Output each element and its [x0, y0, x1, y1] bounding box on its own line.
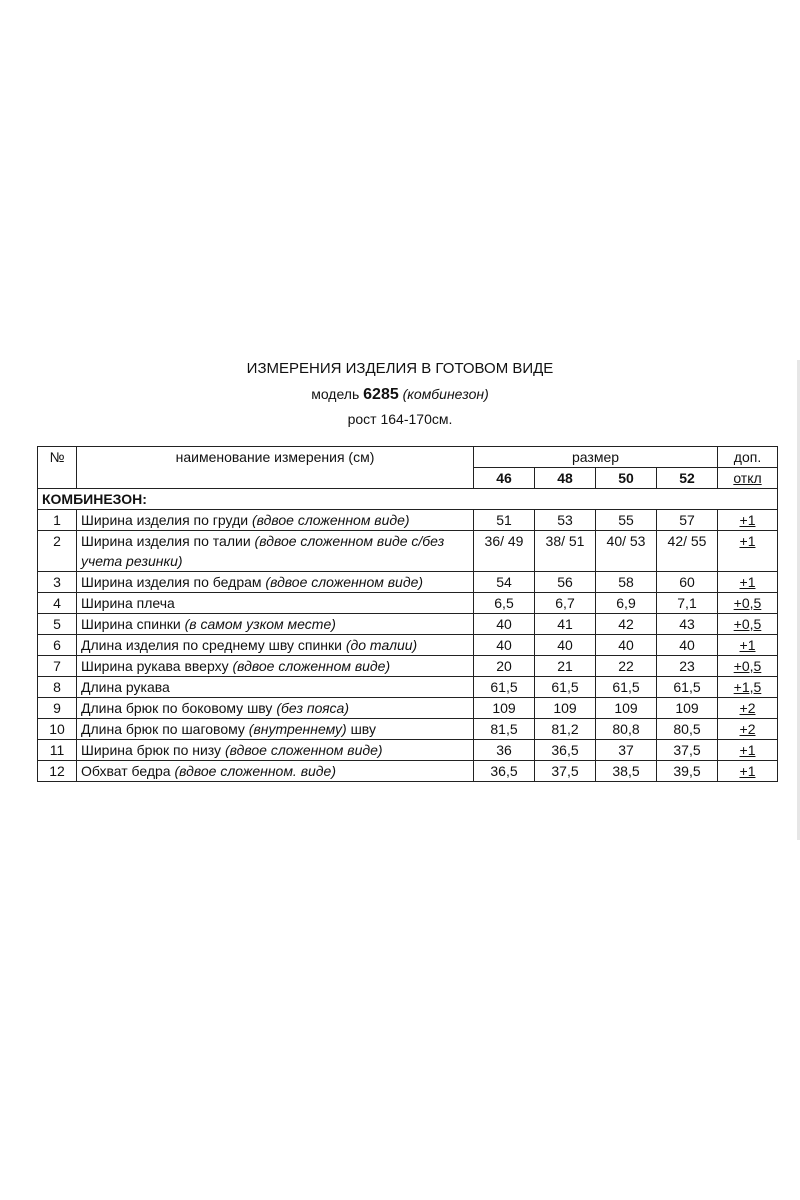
measurement-note: (вдвое сложенном виде) — [224, 742, 383, 758]
tolerance-cell — [718, 614, 778, 635]
tolerance-value: +2 — [739, 700, 756, 716]
size-52: 52 — [657, 468, 718, 489]
size-value: 37,5 — [535, 761, 596, 782]
size-value: 56 — [535, 572, 596, 593]
measurement-name — [77, 614, 474, 635]
size-value: 61,5 — [657, 677, 718, 698]
size-value: 81,2 — [535, 719, 596, 740]
size-value: 80,8 — [596, 719, 657, 740]
table-row — [38, 572, 778, 593]
size-value: 61,5 — [474, 677, 535, 698]
tolerance-value: +0,5 — [733, 595, 762, 611]
measurement-name — [77, 656, 474, 677]
size-value: 36/ 49 — [474, 531, 535, 572]
tolerance-value: +1 — [739, 574, 756, 590]
row-number: 9 — [38, 698, 77, 719]
row-number: 6 — [38, 635, 77, 656]
row-number: 1 — [38, 510, 77, 531]
size-value: 40 — [657, 635, 718, 656]
measurement-name — [77, 740, 474, 761]
size-value: 61,5 — [596, 677, 657, 698]
header-row — [38, 447, 778, 468]
measurement-label: Обхват бедра — [81, 763, 171, 779]
measurement-note: (вдвое сложенном. виде) — [174, 763, 336, 779]
model-prefix: модель — [311, 386, 360, 402]
size-value: 51 — [474, 510, 535, 531]
tolerance-cell — [718, 572, 778, 593]
measurement-label: Длина рукава — [81, 679, 170, 695]
tolerance-value: +1 — [739, 763, 756, 779]
tolerance-cell — [718, 761, 778, 782]
height-line: рост 164-170см. — [347, 411, 453, 427]
tolerance-cell — [718, 593, 778, 614]
size-value: 61,5 — [535, 677, 596, 698]
size-value: 6,9 — [596, 593, 657, 614]
header-tolerance-2-text: откл — [733, 470, 762, 486]
measurement-note: (без пояса) — [276, 700, 350, 716]
size-value: 40 — [474, 635, 535, 656]
row-number: 7 — [38, 656, 77, 677]
size-value: 7,1 — [657, 593, 718, 614]
table-row — [38, 698, 778, 719]
size-value: 21 — [535, 656, 596, 677]
measurement-label: Ширина спинки — [81, 616, 181, 632]
size-value: 54 — [474, 572, 535, 593]
size-value: 40/ 53 — [596, 531, 657, 572]
measurement-note: (в самом узком месте) — [184, 616, 336, 632]
measurement-label: Ширина изделия по бедрам — [81, 574, 262, 590]
size-value: 20 — [474, 656, 535, 677]
table-row — [38, 656, 778, 677]
tolerance-cell — [718, 510, 778, 531]
row-number: 12 — [38, 761, 77, 782]
size-value: 53 — [535, 510, 596, 531]
measurement-note: (внутреннему) — [248, 721, 347, 737]
size-value: 109 — [474, 698, 535, 719]
size-value: 42/ 55 — [657, 531, 718, 572]
table-row — [38, 531, 778, 572]
size-value: 57 — [657, 510, 718, 531]
size-value: 37 — [596, 740, 657, 761]
tolerance-value: +1 — [739, 512, 756, 528]
measurement-name — [77, 635, 474, 656]
model-kind: (комбинезон) — [402, 386, 489, 402]
measurement-name — [77, 698, 474, 719]
measurement-label: Длина брюк по боковому шву — [81, 700, 273, 716]
measurement-label: Длина изделия по среднему шву спинки — [81, 637, 342, 653]
measurement-label: Ширина рукава вверху — [81, 658, 229, 674]
tolerance-value: +2 — [739, 721, 756, 737]
size-value: 41 — [535, 614, 596, 635]
size-value: 80,5 — [657, 719, 718, 740]
size-48: 48 — [535, 468, 596, 489]
size-value: 109 — [535, 698, 596, 719]
size-value: 38,5 — [596, 761, 657, 782]
size-value: 109 — [657, 698, 718, 719]
table-row — [38, 510, 778, 531]
size-value: 37,5 — [657, 740, 718, 761]
measurement-label: Ширина брюк по низу — [81, 742, 222, 758]
row-number: 11 — [38, 740, 77, 761]
section-row — [38, 489, 778, 510]
header-tolerance-1: доп. — [718, 447, 778, 468]
measurement-note: (вдвое сложенном виде) — [251, 512, 410, 528]
size-value: 60 — [657, 572, 718, 593]
measurements-table — [37, 446, 778, 782]
row-number: 3 — [38, 572, 77, 593]
table-row — [38, 761, 778, 782]
tolerance-cell — [718, 740, 778, 761]
size-value: 43 — [657, 614, 718, 635]
measurement-name — [77, 761, 474, 782]
measurement-name — [77, 593, 474, 614]
measurement-name — [77, 719, 474, 740]
table-row — [38, 740, 778, 761]
size-value: 42 — [596, 614, 657, 635]
model-line — [0, 386, 800, 404]
row-number: 4 — [38, 593, 77, 614]
size-value: 6,7 — [535, 593, 596, 614]
size-value: 36,5 — [535, 740, 596, 761]
measurement-name — [77, 510, 474, 531]
measurement-label: Ширина плеча — [81, 595, 175, 611]
header-no: № — [38, 447, 77, 489]
header-size: размер — [474, 447, 718, 468]
row-number: 8 — [38, 677, 77, 698]
row-number: 2 — [38, 531, 77, 572]
tolerance-cell — [718, 635, 778, 656]
size-value: 81,5 — [474, 719, 535, 740]
measurement-label: Ширина изделия по талии — [81, 533, 251, 549]
tolerance-value: +1 — [739, 637, 756, 653]
measurement-name — [77, 531, 474, 572]
measurement-note: (до талии) — [345, 637, 418, 653]
tolerance-cell — [718, 698, 778, 719]
measurement-label: Ширина изделия по груди — [81, 512, 249, 528]
tolerance-value: +1,5 — [733, 679, 762, 695]
size-value: 6,5 — [474, 593, 535, 614]
table-row — [38, 614, 778, 635]
table-row — [38, 719, 778, 740]
row-number: 5 — [38, 614, 77, 635]
size-value: 58 — [596, 572, 657, 593]
size-value: 36,5 — [474, 761, 535, 782]
size-value: 40 — [596, 635, 657, 656]
measurement-label: Длина брюк по шаговому — [81, 721, 245, 737]
document-title: ИЗМЕРЕНИЯ ИЗДЕЛИЯ В ГОТОВОМ ВИДЕ — [246, 360, 554, 377]
tolerance-value: +0,5 — [733, 616, 762, 632]
tolerance-value: +1 — [739, 742, 756, 758]
tolerance-cell — [718, 531, 778, 572]
tolerance-cell — [718, 677, 778, 698]
tolerance-value: +1 — [739, 533, 756, 549]
measurement-note: (вдвое сложенном виде) — [232, 658, 391, 674]
measurement-name — [77, 677, 474, 698]
model-number: 6285 — [363, 386, 399, 403]
table-row — [38, 635, 778, 656]
size-value: 40 — [474, 614, 535, 635]
size-value: 55 — [596, 510, 657, 531]
size-value: 22 — [596, 656, 657, 677]
measurement-label-tail: шву — [350, 721, 376, 737]
table-row — [38, 593, 778, 614]
section-label: КОМБИНЕЗОН: — [38, 489, 778, 510]
size-46: 46 — [474, 468, 535, 489]
table-row — [38, 677, 778, 698]
size-50: 50 — [596, 468, 657, 489]
tolerance-cell — [718, 719, 778, 740]
size-value: 23 — [657, 656, 718, 677]
tolerance-value: +0,5 — [733, 658, 762, 674]
size-value: 109 — [596, 698, 657, 719]
measurement-note: (вдвое сложенном виде с/без учета резинки) — [81, 533, 445, 569]
size-value: 40 — [535, 635, 596, 656]
header-tolerance-2 — [718, 468, 778, 489]
measurement-name — [77, 572, 474, 593]
size-value: 36 — [474, 740, 535, 761]
size-value: 38/ 51 — [535, 531, 596, 572]
tolerance-cell — [718, 656, 778, 677]
row-number: 10 — [38, 719, 77, 740]
header-name: наименование измерения (см) — [77, 447, 474, 489]
measurement-note: (вдвое сложенном виде) — [265, 574, 424, 590]
size-value: 39,5 — [657, 761, 718, 782]
